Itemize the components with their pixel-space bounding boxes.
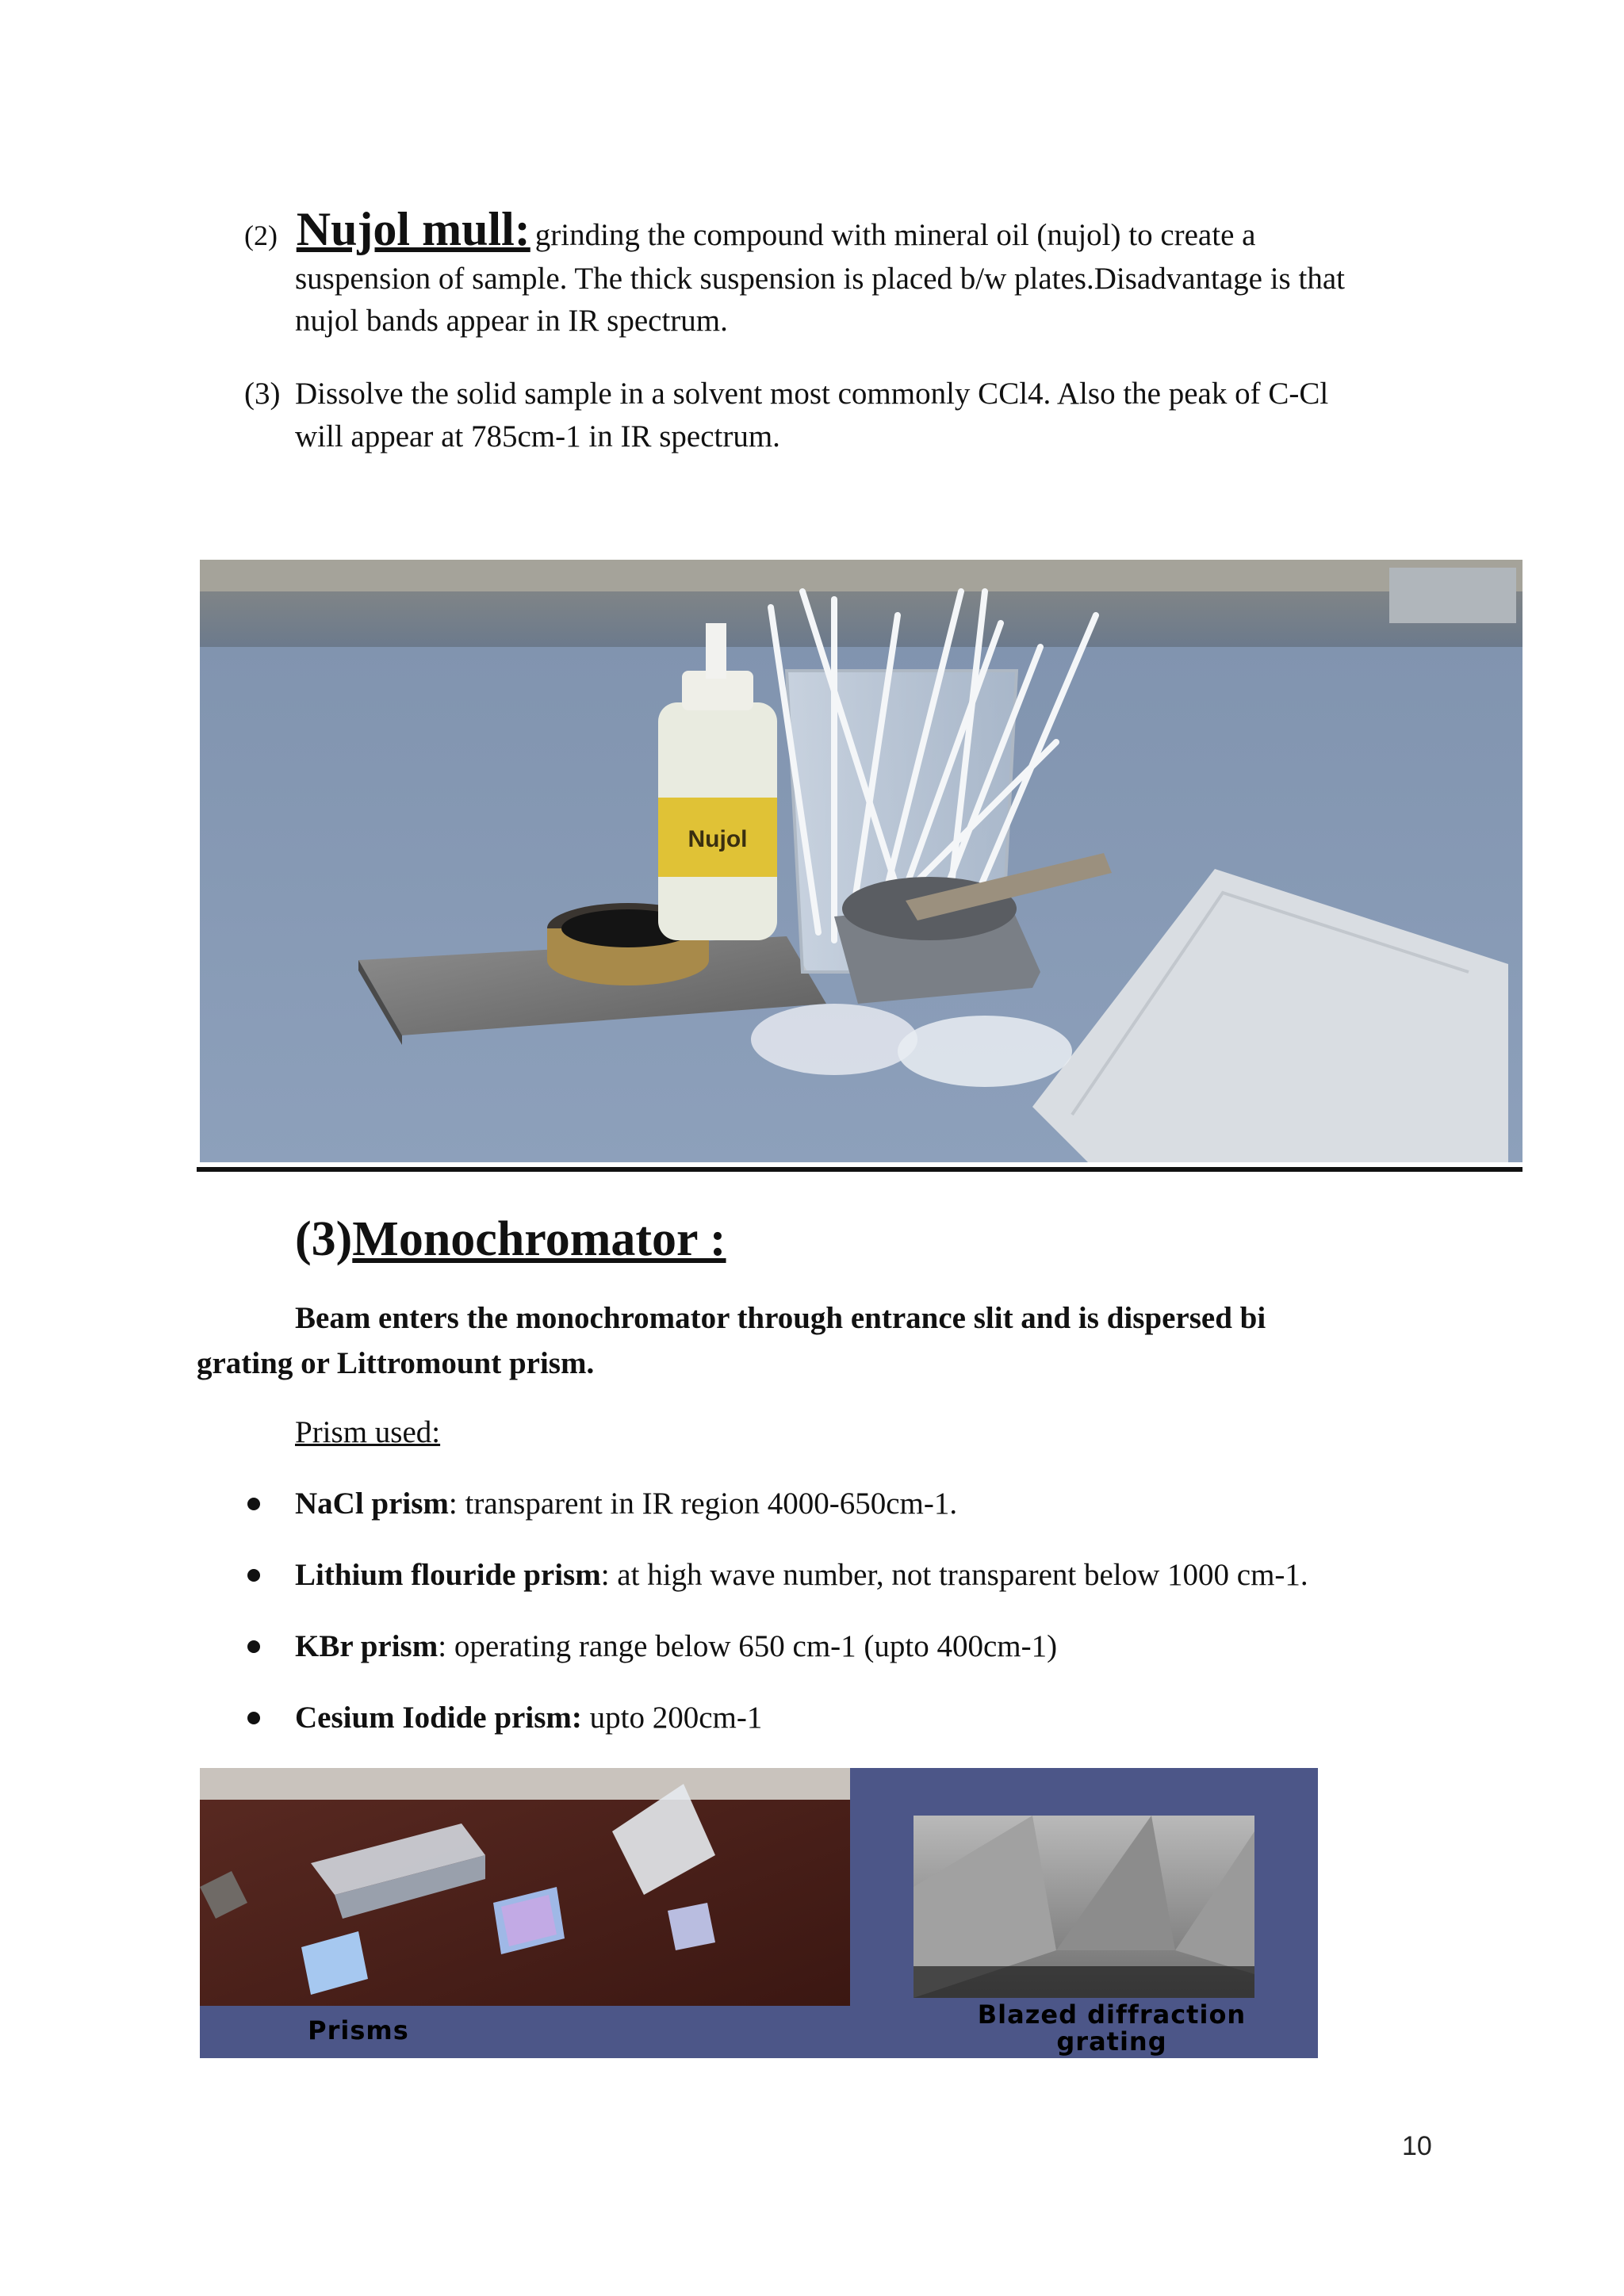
- bullet-icon: [247, 1569, 260, 1582]
- nujol-kit-photo: [200, 560, 1522, 1162]
- section-divider: [197, 1167, 1522, 1172]
- dissolve-line1: Dissolve the solid sample in a solvent most commonly CCl4. Also the peak of C-Cl: [295, 377, 1329, 411]
- bullet-icon: [247, 1498, 260, 1510]
- prisms-caption: Prisms: [308, 2015, 409, 2045]
- monochromator-desc-line1: Beam enters the monochromator through entrance slit and is dispersed bi: [295, 1301, 1266, 1335]
- heading-number: (3): [295, 1212, 353, 1266]
- nujol-line3: nujol bands appear in IR spectrum.: [295, 304, 728, 338]
- prism-item: [295, 1483, 1532, 1554]
- monochromator-heading: [295, 1211, 726, 1268]
- item-number: (2): [244, 220, 278, 251]
- prism-text: transparent in IR region 4000-650cm-1.: [457, 1487, 958, 1521]
- nujol-line1: grinding the compound with mineral oil (nujol) to create a: [534, 218, 1256, 252]
- prism-name: KBr prism: [295, 1629, 439, 1663]
- prism-name: Cesium Iodide prism:: [295, 1701, 582, 1735]
- prism-text: at high wave number, not transparent below 1000 cm-1.: [609, 1558, 1308, 1592]
- dissolve-line2: will appear at 785cm-1 in IR spectrum.: [295, 419, 780, 453]
- bullet-icon: [247, 1640, 260, 1653]
- monochromator-desc-line2: grating or Littromount prism.: [197, 1346, 595, 1380]
- page-number: 10: [1402, 2131, 1432, 2161]
- bullet-icon: [247, 1712, 260, 1724]
- prism-used-label: Prism used:: [295, 1415, 441, 1449]
- prism-sep: :: [600, 1558, 610, 1592]
- prism-text: upto 200cm-1: [581, 1701, 763, 1735]
- prism-grating-illustration: [200, 1768, 1318, 2058]
- prism-sep: :: [438, 1629, 447, 1663]
- grating-caption-line2: grating: [1056, 2026, 1167, 2057]
- heading-title: Monochromator :: [352, 1212, 726, 1266]
- prism-name: NaCl prism: [295, 1487, 449, 1521]
- prism-grating-photo: [200, 1768, 1318, 2058]
- prism-item: [295, 1554, 1532, 1625]
- prism-list: [295, 1483, 1532, 1768]
- nujol-title: Nujol mull:: [296, 203, 530, 255]
- prism-sep: :: [448, 1487, 458, 1521]
- nujol-bottle-label: Nujol: [688, 826, 748, 852]
- nujol-kit-illustration: [200, 560, 1522, 1162]
- prism-item: [295, 1697, 1532, 1768]
- grating-caption-line1: Blazed diffraction: [977, 1999, 1247, 2030]
- prism-text: operating range below 650 cm-1 (upto 400cm-1): [446, 1629, 1058, 1663]
- nujol-item: [244, 203, 1434, 257]
- dissolve-number: (3): [244, 377, 281, 411]
- prism-item: [295, 1625, 1532, 1697]
- nujol-line2: suspension of sample. The thick suspension is placed b/w plates.Disadvantage is that: [295, 262, 1345, 296]
- prism-name: Lithium flouride prism: [295, 1558, 601, 1592]
